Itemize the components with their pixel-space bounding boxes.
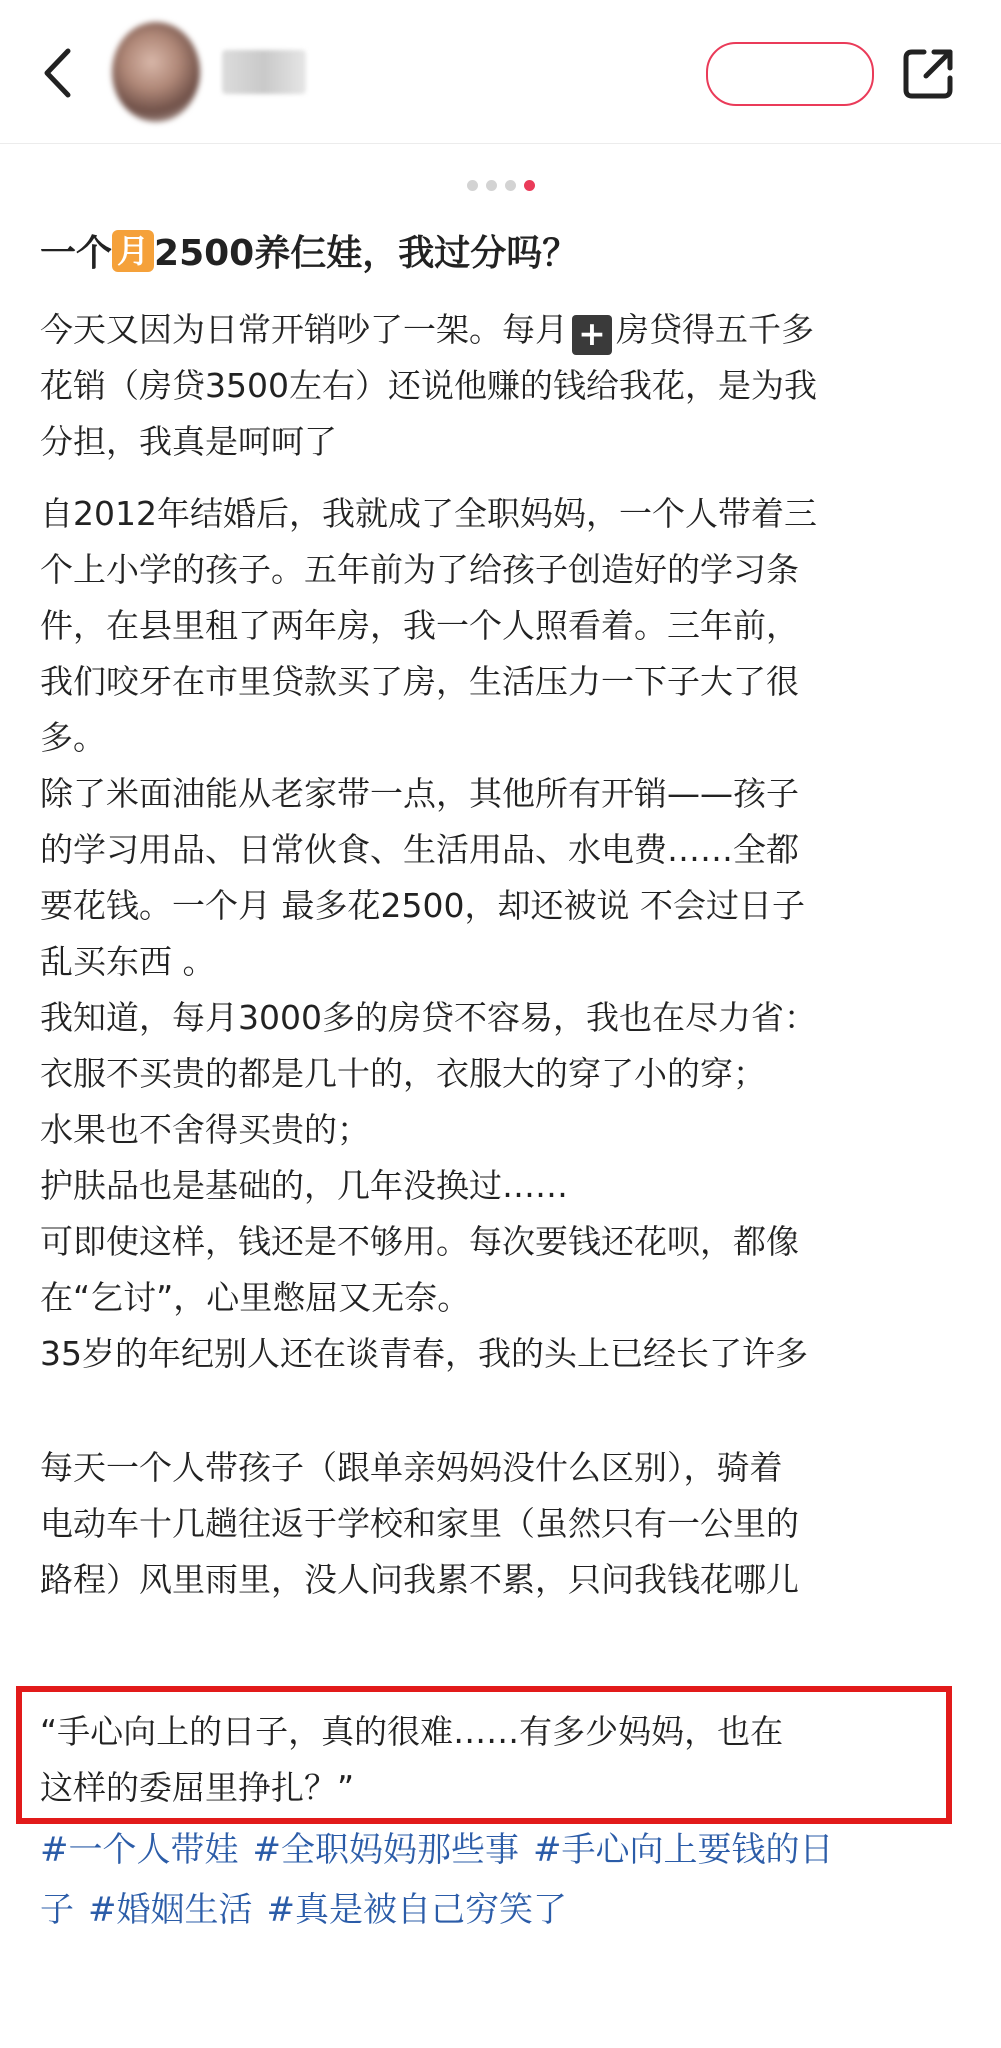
follow-button[interactable] [706, 42, 874, 106]
paragraph-line: 多。 [40, 718, 106, 757]
hashtag[interactable]: #婚姻生活 [88, 1890, 253, 1930]
share-button[interactable] [900, 44, 958, 102]
hashtag[interactable]: 子 [40, 1890, 74, 1930]
text-span: 房贷得五千多 [616, 310, 814, 349]
paragraph-line: 每天一个人带孩子（跟单亲妈妈没什么区别），骑着 [40, 1448, 783, 1487]
share-icon [900, 44, 958, 102]
hashtag[interactable]: #真是被自己穷笑了 [266, 1890, 567, 1930]
text-span: 今天又因为日常开销吵了一架。每月 [40, 310, 568, 349]
quote-line: “手心向上的日子，真的很难……有多少妈妈，也在 [40, 1712, 784, 1751]
paragraph-line [40, 302, 970, 358]
hashtag[interactable]: #手心向上要钱的日 [533, 1830, 834, 1870]
hashtag-list [40, 1820, 970, 1940]
paragraph-line: 除了米面油能从老家带一点，其他所有开销——孩子 [40, 774, 799, 813]
paragraph-line: 在“乞讨”，心里憋屈又无奈。 [40, 1278, 471, 1317]
quote-line: 这样的委屈里挣扎？” [40, 1768, 355, 1807]
paragraph-line: 路程）风里雨里，没人问我累不累，只问我钱花哪儿 [40, 1560, 799, 1599]
back-button[interactable] [32, 40, 82, 106]
paragraph-line: 的学习用品、日常伙食、生活用品、水电费……全都 [40, 830, 799, 869]
paragraph-line: 35岁的年纪别人还在谈青春，我的头上已经长了许多 [40, 1334, 808, 1373]
paragraph-line: 乱买东西 。 [40, 942, 216, 981]
carousel-dot[interactable] [467, 180, 478, 191]
paragraph-line: 护肤品也是基础的，几年没换过…… [40, 1166, 568, 1205]
title-prefix: 一个 [40, 233, 113, 274]
carousel-dot-active[interactable] [524, 180, 535, 191]
carousel-indicator [0, 180, 1001, 194]
paragraph-line: 个上小学的孩子。五年前为了给孩子创造好的学习条 [40, 550, 799, 589]
paragraph-line: 花销（房贷3500左右）还说他赚的钱给我花，是为我 [40, 366, 817, 405]
hashtag[interactable]: #全职妈妈那些事 [252, 1830, 519, 1870]
paragraph-line: 衣服不买贵的都是几十的，衣服大的穿了小的穿； [40, 1054, 766, 1093]
paragraph-line: 电动车十几趟往返于学校和家里（虽然只有一公里的 [40, 1504, 799, 1543]
username[interactable] [222, 50, 306, 94]
avatar[interactable] [112, 22, 200, 122]
paragraph-line: 自2012年结婚后，我就成了全职妈妈，一个人带着三 [40, 494, 817, 533]
carousel-dot[interactable] [486, 180, 497, 191]
post-body [40, 222, 970, 1608]
carousel-dot[interactable] [505, 180, 516, 191]
title-suffix: 2500养仨娃，我过分吗？ [154, 233, 579, 274]
chevron-left-icon [42, 47, 72, 99]
top-bar [0, 0, 1001, 144]
paragraph-line: 我们咬牙在市里贷款买了房，生活压力一下子大了很 [40, 662, 799, 701]
paragraph-line: 水果也不舍得买贵的； [40, 1110, 370, 1149]
highlighted-quote [40, 1704, 960, 1816]
post-title [40, 222, 970, 286]
plus-icon: + [572, 315, 612, 355]
month-emoji: 月 [112, 230, 154, 272]
paragraph-line: 要花钱。一个月 最多花2500，却还被说 不会过日子 [40, 886, 805, 925]
paragraph-line: 分担，我真是呵呵了 [40, 422, 337, 461]
hashtag[interactable]: #一个人带娃 [40, 1830, 239, 1870]
paragraph-line: 我知道，每月3000多的房贷不容易，我也在尽力省： [40, 998, 817, 1037]
paragraph-line: 件，在县里租了两年房，我一个人照看着。三年前， [40, 606, 799, 645]
paragraph-line: 可即使这样，钱还是不够用。每次要钱还花呗，都像 [40, 1222, 799, 1261]
